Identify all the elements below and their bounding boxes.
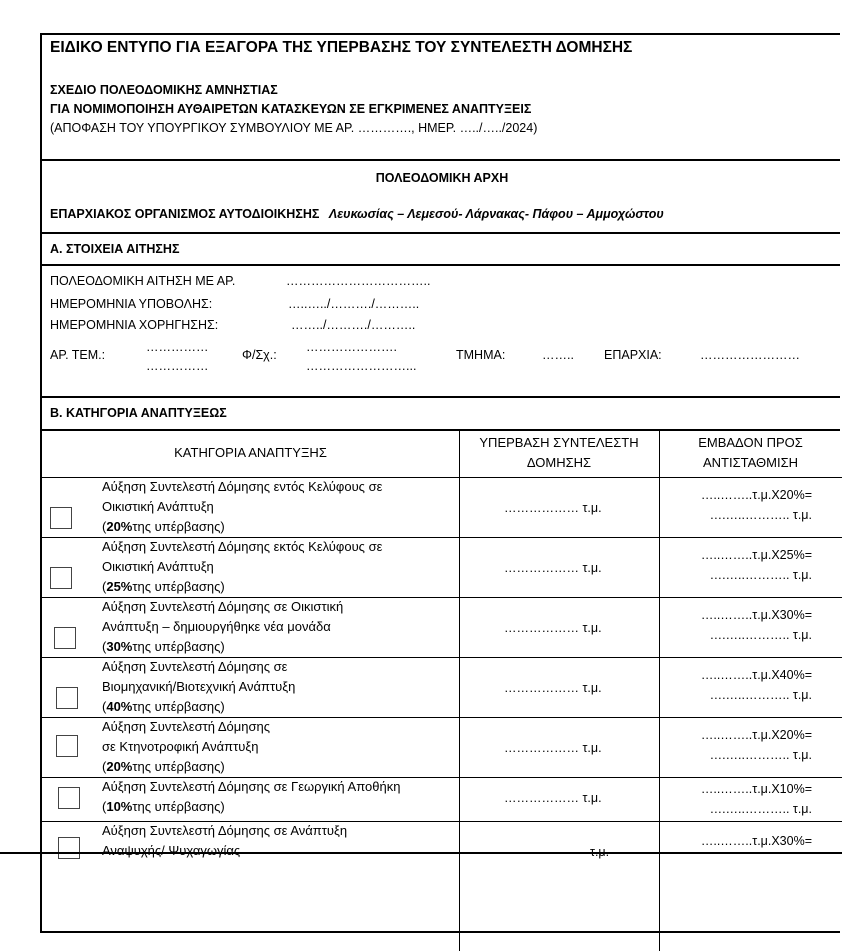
percentage-text: της υπέρβασης) bbox=[132, 579, 225, 594]
category-checkbox[interactable] bbox=[56, 735, 78, 757]
percentage-text: της υπέρβασης) bbox=[132, 799, 225, 814]
category-text bbox=[102, 537, 382, 597]
category-line: Αύξηση Συντελεστή Δόμησης εκτός Κελύφους σε bbox=[102, 539, 383, 554]
category-checkbox[interactable] bbox=[50, 507, 72, 529]
compensation-calc[interactable]: …..……..τ.μ.Χ25%= bbox=[700, 548, 812, 562]
category-line: Αύξηση Συντελεστή Δόμησης σε bbox=[102, 659, 288, 674]
category-line: Βιομηχανική/Βιοτεχνική Ανάπτυξη bbox=[102, 679, 296, 694]
category-checkbox[interactable] bbox=[54, 627, 76, 649]
category-text bbox=[102, 657, 295, 717]
compensation-result[interactable]: ….…..……….. τ.μ. bbox=[709, 802, 812, 816]
header-category: ΚΑΤΗΓΟΡΙΑ ΑΝΑΠΤΥΞΗΣ bbox=[174, 445, 327, 460]
compensation-calc[interactable]: …..……..τ.μ.Χ40%= bbox=[700, 668, 812, 682]
category-checkbox[interactable] bbox=[50, 567, 72, 589]
plan-field[interactable]: ……………………... bbox=[306, 359, 417, 373]
form-title: ΕΙΔΙΚΟ ΕΝΤΥΠΟ ΓΙΑ ΕΞΑΓΟΡΑ ΤΗΣ ΥΠΕΡΒΑΣΗΣ ΤΟΥ ΣΥΝΤΕΛΕΣΤΗ ΔΟΜΗΣΗΣ bbox=[50, 39, 633, 56]
category-line: Οικιστική Ανάπτυξη bbox=[102, 499, 214, 514]
percentage-text: της υπέρβασης) bbox=[132, 759, 225, 774]
plan-field[interactable]: …………………. bbox=[306, 340, 397, 354]
amnesty-form bbox=[40, 33, 840, 933]
compensation-calc[interactable]: …..……..τ.μ.Χ30%= bbox=[700, 834, 812, 848]
divider bbox=[42, 232, 840, 234]
column-divider bbox=[659, 431, 660, 951]
excess-field[interactable]: ……………… τ.μ. bbox=[504, 501, 602, 515]
compensation-calc[interactable]: …..……..τ.μ.Χ10%= bbox=[700, 782, 812, 796]
compensation-result[interactable]: ….…..……….. τ.μ. bbox=[709, 508, 812, 522]
divider bbox=[42, 264, 840, 266]
scheme-purpose: ΓΙΑ ΝΟΜΙΜΟΠΟΙΗΣΗ ΑΥΘΑΙΡΕΤΩΝ ΚΑΤΑΣΚΕΥΩΝ ΣΕ ΕΓΚΡΙΜΕΝΕΣ ΑΝΑΠΤΥΞΕΙΣ bbox=[50, 102, 532, 116]
section-b-title: Β. ΚΑΤΗΓΟΡΙΑ ΑΝΑΠΤΥΞΕΩΣ bbox=[50, 406, 227, 420]
category-line: Αύξηση Συντελεστή Δόμησης bbox=[102, 719, 271, 734]
category-line: Αύξηση Συντελεστή Δόμησης εντός Κελύφους σε bbox=[102, 479, 383, 494]
category-line: Αύξηση Συντελεστή Δόμησης σε Γεωργική Αποθήκη bbox=[102, 779, 401, 794]
category-percentage: (25%της υπέρβασης) bbox=[102, 579, 225, 594]
authority-line bbox=[50, 207, 664, 221]
section-a-title: Α. ΣΤΟΙΧΕΙΑ ΑΙΤΗΣΗΣ bbox=[50, 242, 180, 256]
grant-date-field[interactable]: ……../………./……….. bbox=[291, 318, 416, 332]
excess-field[interactable]: ……………… τ.μ. bbox=[504, 561, 602, 575]
category-line: Αναψυχής/ Ψυχαγωγίας bbox=[102, 843, 241, 858]
compensation-calc[interactable]: …..……..τ.μ.Χ20%= bbox=[700, 728, 812, 742]
sheet-field[interactable]: …………… bbox=[146, 340, 209, 354]
submission-date-label: ΗΜΕΡΟΜΗΝΙΑ ΥΠΟΒΟΛΗΣ: bbox=[50, 297, 213, 311]
percentage-value: 20% bbox=[106, 519, 133, 534]
category-checkbox[interactable] bbox=[56, 687, 78, 709]
category-line: Αύξηση Συντελεστή Δόμησης σε Οικιστική bbox=[102, 599, 344, 614]
compensation-result[interactable]: ….…..……….. τ.μ. bbox=[709, 628, 812, 642]
category-line: Ανάπτυξη – δημιουργήθηκε νέα μονάδα bbox=[102, 619, 331, 634]
category-percentage: (20%της υπέρβασης) bbox=[102, 519, 225, 534]
excess-field[interactable]: ……………… τ.μ. bbox=[504, 621, 602, 635]
excess-field[interactable]: ……………… τ.μ. bbox=[504, 681, 602, 695]
excess-field[interactable]: τ.μ. bbox=[590, 845, 610, 859]
scheme-title: ΣΧΕΔΙΟ ΠΟΛΕΟΔΟΜΙΚΗΣ ΑΜΝΗΣΤΙΑΣ bbox=[50, 83, 278, 97]
authority-heading: ΠΟΛΕΟΔΟΜΙΚΗ ΑΡΧΗ bbox=[375, 171, 509, 185]
category-checkbox[interactable] bbox=[58, 837, 80, 859]
header-area-line2: ΑΝΤΙΣΤΑΘΜΙΣΗ bbox=[703, 455, 798, 470]
compensation-calc[interactable]: …..……..τ.μ.Χ30%= bbox=[700, 608, 812, 622]
district-label: ΕΠΑΡΧΙΑ: bbox=[604, 348, 662, 362]
compensation-calc[interactable]: …..……..τ.μ.Χ20%= bbox=[700, 488, 812, 502]
category-text bbox=[102, 717, 270, 777]
sheet-label: ΑΡ. ΤΕΜ.: bbox=[50, 348, 106, 362]
application-number-field[interactable]: …………………………….. bbox=[286, 274, 431, 288]
column-divider bbox=[459, 431, 460, 951]
page-bottom-edge bbox=[0, 852, 842, 854]
category-percentage: (10%της υπέρβασης) bbox=[102, 799, 225, 814]
block-label: ΤΜΗΜΑ: bbox=[456, 348, 506, 362]
district-field[interactable]: …………………… bbox=[700, 348, 800, 362]
excess-field[interactable]: ……………… τ.μ. bbox=[504, 741, 602, 755]
header-excess-line1: ΥΠΕΡΒΑΣΗ ΣΥΝΤΕΛΕΣΤΗ bbox=[479, 435, 639, 450]
percentage-value: 40% bbox=[106, 699, 133, 714]
percentage-text: της υπέρβασης) bbox=[132, 699, 225, 714]
submission-date-field[interactable]: …..…../………./……….. bbox=[288, 297, 420, 311]
application-label: ΠΟΛΕΟΔΟΜΙΚΗ ΑΙΤΗΣΗ ΜΕ ΑΡ. bbox=[50, 274, 236, 288]
authority-districts: Λευκωσίας – Λεμεσού- Λάρνακας- Πάφου – Αμμοχώστου bbox=[328, 207, 664, 221]
category-text bbox=[102, 821, 347, 861]
percentage-value: 20% bbox=[106, 759, 133, 774]
category-percentage: (20%της υπέρβασης) bbox=[102, 759, 225, 774]
decision-reference: (ΑΠΟΦΑΣΗ ΤΟΥ ΥΠΟΥΡΓΙΚΟΥ ΣΥΜΒΟΥΛΙΟΥ ΜΕ ΑΡ. …………., ΗΜΕΡ. …../…../2024) bbox=[50, 121, 538, 135]
header-area-line1: ΕΜΒΑΔΟΝ ΠΡΟΣ bbox=[698, 435, 803, 450]
compensation-result[interactable]: ….…..……….. τ.μ. bbox=[709, 568, 812, 582]
divider bbox=[42, 159, 840, 161]
category-text bbox=[102, 477, 382, 537]
excess-field[interactable]: ……………… τ.μ. bbox=[504, 791, 602, 805]
percentage-text: της υπέρβασης) bbox=[132, 519, 225, 534]
authority-label: ΕΠΑΡΧΙΑΚΟΣ ΟΡΓΑΝΙΣΜΟΣ ΑΥΤΟΔΙΟΙΚΗΣΗΣ bbox=[50, 207, 320, 221]
percentage-value: 30% bbox=[106, 639, 133, 654]
percentage-text: της υπέρβασης) bbox=[132, 639, 225, 654]
block-field[interactable]: …….. bbox=[542, 348, 574, 362]
percentage-value: 10% bbox=[106, 799, 133, 814]
grant-date-label: ΗΜΕΡΟΜΗΝΙΑ ΧΟΡΗΓΗΣΗΣ: bbox=[50, 318, 219, 332]
development-category-table bbox=[42, 431, 842, 951]
category-checkbox[interactable] bbox=[58, 787, 80, 809]
category-line: Οικιστική Ανάπτυξη bbox=[102, 559, 214, 574]
plan-label: Φ/Σχ.: bbox=[242, 348, 277, 362]
compensation-result[interactable]: ….…..……….. τ.μ. bbox=[709, 688, 812, 702]
category-text bbox=[102, 777, 400, 817]
compensation-result[interactable]: ….…..……….. τ.μ. bbox=[709, 748, 812, 762]
header-excess-line2: ΔΟΜΗΣΗΣ bbox=[526, 455, 592, 470]
percentage-value: 25% bbox=[106, 579, 133, 594]
category-text bbox=[102, 597, 343, 657]
category-percentage: (40%της υπέρβασης) bbox=[102, 699, 225, 714]
category-percentage: (30%της υπέρβασης) bbox=[102, 639, 225, 654]
category-line: Αύξηση Συντελεστή Δόμησης σε Ανάπτυξη bbox=[102, 823, 348, 838]
divider bbox=[42, 396, 840, 398]
sheet-field[interactable]: …………… bbox=[146, 359, 209, 373]
category-line: σε Κτηνοτροφική Ανάπτυξη bbox=[102, 739, 259, 754]
